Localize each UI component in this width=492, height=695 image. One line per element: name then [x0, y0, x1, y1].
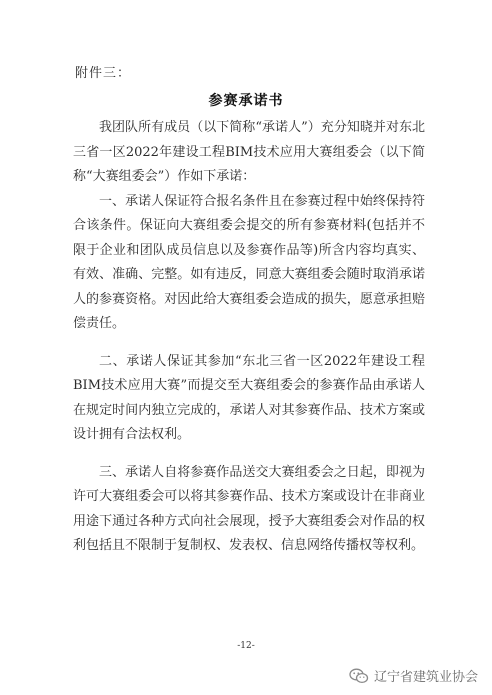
watermark-text: 辽宁省建筑业协会	[373, 670, 478, 685]
clause-three-paragraph: 三、承诺人自将参赛作品送交大赛组委会之日起，即视为许可大赛组委会可以将其参赛作品、技术方案或设计在非商业用途下通过各种方式向社会展现，授予大赛组委会对作品的权利包括且不限制于复制权、发表权、信息网络传播权等权利。	[73, 464, 425, 553]
wechat-icon	[349, 668, 369, 684]
attachment-label: 附件三：	[75, 66, 132, 81]
document-title: 参赛承诺书	[208, 93, 284, 109]
watermark	[349, 666, 478, 685]
intro-paragraph: 我团队所有成员（以下简称“承诺人”）充分知晓并对东北三省一区2022年建设工程BIM技术应用大赛组委会（以下简称“大赛组委会”）作如下承诺：	[73, 120, 425, 184]
page-number: -12-	[237, 641, 255, 651]
clause-two-paragraph: 二、承诺人保证其参加“东北三省一区2022年建设工程BIM技术应用大赛”而提交至大赛组委会的参赛作品由承诺人在规定时间内独立完成的，承诺人对其参赛作品、技术方案或设计拥有合法权利。	[73, 353, 425, 442]
document-body	[73, 116, 425, 559]
clause-one-paragraph: 一、承诺人保证符合报名条件且在参赛过程中始终保持符合该条件。保证向大赛组委会提交的所有参赛材料(包括并不限于企业和团队成员信息以及参赛作品等)所含内容均真实、有效、准确、完整。如有违反，同意大赛组委会随时取消承诺人的参赛资格。对因此给大赛组委会造成的损失，愿意承担赔偿责任。	[73, 193, 425, 331]
